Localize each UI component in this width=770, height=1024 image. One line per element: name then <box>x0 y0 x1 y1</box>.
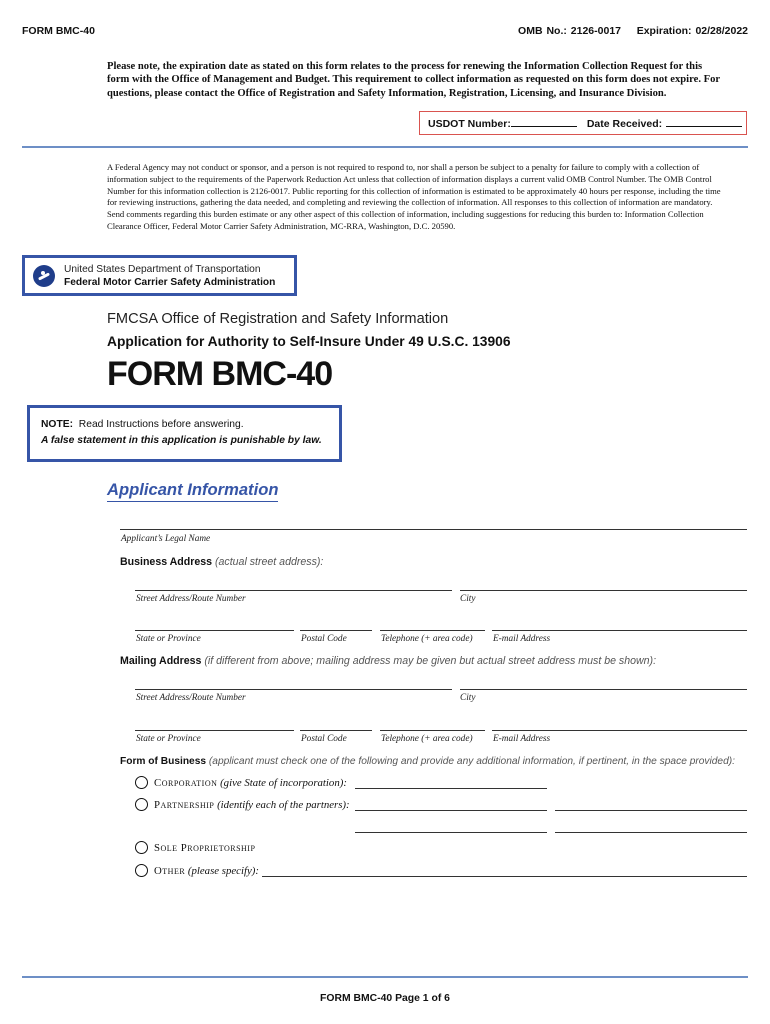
sole-proprietorship-radio[interactable] <box>135 841 148 854</box>
form-of-business-label: Form of Business (applicant must check one of the following and provide any additional information, if pertinent, in the space provided): <box>120 756 735 767</box>
other-specify-input[interactable] <box>262 876 747 877</box>
state-of-incorporation-input[interactable] <box>355 788 547 789</box>
business-address-label: Business Address (actual street address): <box>120 556 324 568</box>
partner-3-input[interactable] <box>355 832 547 833</box>
application-title: Application for Authority to Self-Insure Under 49 U.S.C. 13906 <box>107 334 511 349</box>
business-state-input[interactable] <box>135 630 294 631</box>
business-address-hint: (actual street address): <box>215 556 324 568</box>
dot-seal-icon <box>33 265 55 287</box>
mailing-phone-input[interactable] <box>380 730 485 731</box>
paperwork-reduction-notice: A Federal Agency may not conduct or sponsor, and a person is not required to respond to, nor shall a person be subject to a penalty for failure to comply with a collection of information subject to the requirements of the Paperwork Reduction Act unless that collection of information displays a current valid OMB Control Number. The OMB Control Number for this information collection is 2126-0017. Public reporting for this collection of information is estimated to be approximately 40 hours per response, including the time for reviewing instructions, gathering the data needed, and completing and reviewing the collection of information. All responses to this collection of information are mandatory. Send comments regarding this burden estimate or any other aspect of this collection of information, including suggestions for reducing this burden to: Information Collection Clearance Officer, Federal Motor Carrier Safety Administration, MC-RRA, Washington, D.C. 20590. <box>107 162 721 231</box>
legal-name-caption: Applicant’s Legal Name <box>121 534 211 544</box>
omb-number: OMB No.: 2126-0017 <box>518 25 622 37</box>
administration-name: Federal Motor Carrier Safety Administration <box>64 276 276 288</box>
mailing-phone-caption: Telephone (+ area code) <box>381 734 473 744</box>
applicant-info-heading: Applicant Information <box>107 480 278 502</box>
mailing-postal-input[interactable] <box>300 730 372 731</box>
corporation-radio[interactable] <box>135 776 148 789</box>
partner-4-input[interactable] <box>555 832 747 833</box>
mailing-address-hint: (if different from above; mailing address may be given but actual street address must be shown): <box>204 655 657 667</box>
form-of-business-hint: (applicant must check one of the following and provide any additional information, if pertinent, in the space provided): <box>208 756 735 767</box>
department-name: United States Department of Transportation <box>64 263 261 275</box>
mailing-city-caption: City <box>460 693 476 703</box>
option-other[interactable]: Other (please specify): <box>135 864 259 877</box>
business-city-caption: City <box>460 594 476 604</box>
business-state-caption: State or Province <box>136 634 201 644</box>
note-box <box>27 405 342 462</box>
expiration-notice: Please note, the expiration date as stated on this form relates to the process for renewing the Information Collection Request for this form with the Office of Management and Budget. This requirement to collect information as requested on this form does not expire. For questions, please contact the Office of Registration and Safety Information, Registration, Licensing, and Insurance Division. <box>107 61 720 99</box>
mailing-street-caption: Street Address/Route Number <box>136 693 246 703</box>
mailing-postal-caption: Postal Code <box>301 734 347 744</box>
mailing-city-input[interactable] <box>460 689 747 690</box>
date-received-field[interactable] <box>587 117 742 130</box>
note-text: Read Instructions before answering. <box>78 419 244 430</box>
office-title: FMCSA Office of Registration and Safety Information <box>107 311 449 327</box>
form-id-header: FORM BMC-40 <box>22 25 95 37</box>
mailing-state-caption: State or Province <box>136 734 201 744</box>
form-title: FORM BMC-40 <box>107 355 333 393</box>
mailing-state-input[interactable] <box>135 730 294 731</box>
omb-expiration-header <box>518 25 748 37</box>
agency-banner <box>22 255 297 296</box>
false-statement-warning: A false statement in this application is punishable by law. <box>41 435 322 446</box>
divider-bottom <box>22 976 748 978</box>
mailing-email-caption: E-mail Address <box>493 734 551 744</box>
usdot-number-blank[interactable] <box>511 117 577 127</box>
partner-2-input[interactable] <box>555 810 747 811</box>
mailing-street-input[interactable] <box>135 689 452 690</box>
mailing-email-input[interactable] <box>492 730 747 731</box>
expiration-date: Expiration: 02/28/2022 <box>636 25 748 37</box>
note-label: NOTE: <box>41 419 74 430</box>
legal-name-input[interactable] <box>120 529 747 530</box>
partnership-radio[interactable] <box>135 798 148 811</box>
business-street-input[interactable] <box>135 590 452 591</box>
other-radio[interactable] <box>135 864 148 877</box>
office-use-box <box>419 111 747 135</box>
business-phone-input[interactable] <box>380 630 485 631</box>
page-footer: FORM BMC-40 Page 1 of 6 <box>320 993 450 1004</box>
option-partnership[interactable]: Partnership (identify each of the partners): <box>135 798 350 811</box>
business-postal-caption: Postal Code <box>301 634 347 644</box>
business-street-caption: Street Address/Route Number <box>136 594 246 604</box>
business-email-input[interactable] <box>492 630 747 631</box>
usdot-number-label: USDOT Number: <box>428 117 511 130</box>
business-postal-input[interactable] <box>300 630 372 631</box>
partner-1-input[interactable] <box>355 810 547 811</box>
divider-top <box>22 146 748 148</box>
business-city-input[interactable] <box>460 590 747 591</box>
usdot-number-field[interactable] <box>428 117 577 130</box>
business-phone-caption: Telephone (+ area code) <box>381 634 473 644</box>
option-sole-proprietorship[interactable]: Sole Proprietorship <box>135 841 255 854</box>
business-email-caption: E-mail Address <box>493 634 551 644</box>
option-corporation[interactable]: Corporation (give State of incorporation): <box>135 776 347 789</box>
date-received-label: Date Received: <box>586 117 663 130</box>
date-received-blank[interactable] <box>666 117 742 127</box>
mailing-address-label: Mailing Address (if different from above; mailing address may be given but actual street address must be shown): <box>120 655 657 667</box>
